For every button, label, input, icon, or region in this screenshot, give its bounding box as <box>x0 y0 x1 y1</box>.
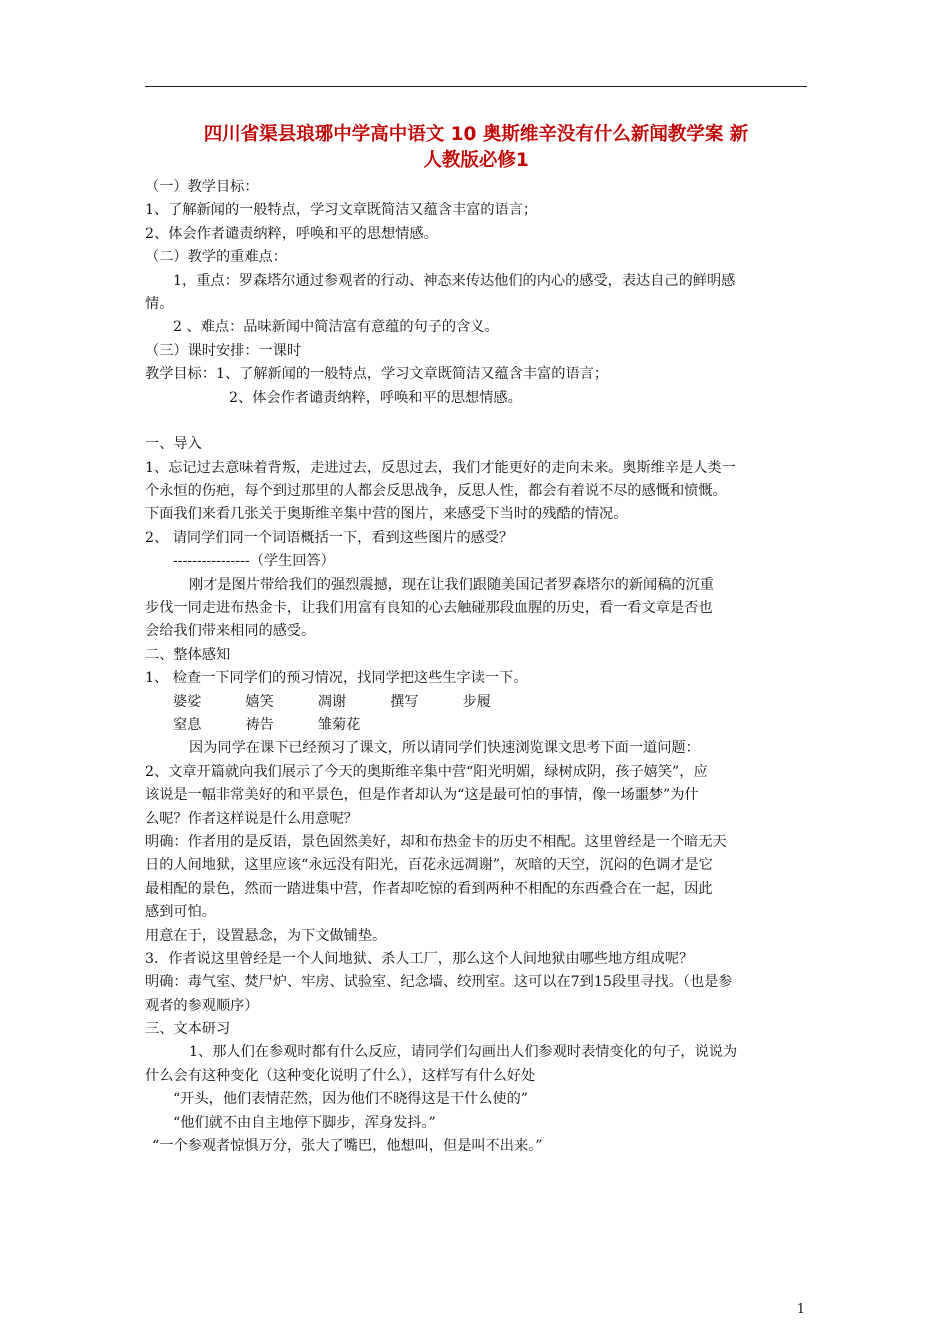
vocab-word: 祷告 <box>245 716 274 733</box>
vocab-word: 步履 <box>462 693 491 710</box>
text-line: 么呢？作者这样说是什么用意呢？ <box>145 810 358 827</box>
document-title <box>145 122 807 174</box>
text-line: 个永恒的伤疤，每个到过那里的人都会反思战争，反思人性，都会有着说不尽的感慨和愤慨。 <box>145 483 727 500</box>
text-line: 2、体会作者谴责纳粹，呼唤和平的思想情感。 <box>145 225 438 242</box>
vocab-row <box>145 714 813 737</box>
section-heading: 一、导入 <box>145 436 202 453</box>
text-line: 步伐一同走进布热金卡，让我们用富有良知的心去触碰那段血腥的历史，看一看文章是否也 <box>145 600 713 617</box>
text-line: 2 、难点：品味新闻中简洁富有意蕴的句子的含义。 <box>173 319 499 336</box>
title-line-2: 人教版必修1 <box>423 150 529 171</box>
text-line: 因为同学在课下已经预习了课文，所以请同学们快速浏览课文思考下面一道问题： <box>189 740 700 757</box>
vocab-row <box>145 691 813 714</box>
text-line: 1、了解新闻的一般特点，学习文章既简洁又蕴含丰富的语言； <box>145 202 538 219</box>
text-line: 最相配的景色，然而一踏进集中营，作者却吃惊的看到两种不相配的东西叠合在一起，因此 <box>145 880 713 897</box>
header-rule <box>145 86 807 87</box>
quote-line: “一个参观者惊惧万分，张大了嘴巴，他想叫，但是叫不出来。” <box>152 1138 543 1155</box>
section-heading: （一）教学目标： <box>145 179 259 195</box>
text-line: 明确：作者用的是反语，景色固然美好，却和布热金卡的历史不相配。这里曾经是一个暗无天 <box>145 833 727 850</box>
text-line: 用意在于，设置悬念，为下文做铺垫。 <box>145 927 387 944</box>
title-line-1: 四川省渠县琅琊中学高中语文 10 奥斯维辛没有什么新闻教学案 新 <box>203 124 749 145</box>
vocab-word: 撰写 <box>390 693 419 710</box>
text-line: 2、文章开篇就向我们展示了今天的奥斯维辛集中营“阳光明媚，绿树成阴，孩子嬉笑”，应 <box>145 763 708 780</box>
text-line: 1、 检查一下同学们的预习情况，找同学把这些生字读一下。 <box>145 670 528 687</box>
text-line: 2、 请同学们同一个词语概括一下，看到这些图片的感受？ <box>145 529 514 546</box>
text-line: 1、忘记过去意味着背叛，走进过去，反思过去，我们才能更好的走向未来。奥斯维辛是人类一 <box>145 459 736 476</box>
text-line: 观者的参观顺序） <box>145 997 259 1014</box>
text-line: 1，重点：罗森塔尔通过参观者的行动、神态来传达他们的内心的感受，表达自己的鲜明感 <box>173 272 736 289</box>
text-line: 什么会有这种变化（这种变化说明了什么），这样写有什么好处 <box>145 1067 536 1084</box>
text-line: 教学目标：1、了解新闻的一般特点，学习文章既简洁又蕴含丰富的语言； <box>145 366 609 383</box>
vocab-word: 窒息 <box>173 716 202 733</box>
quote-line: “他们就不由自主地停下脚步，浑身发抖。” <box>173 1114 436 1131</box>
text-line: 1、那人们在参观时都有什么反应，请同学们勾画出人们参观时表情变化的句子，说说为 <box>189 1044 738 1061</box>
quote-line: “开头，他们表情茫然，因为他们不晓得这是干什么使的” <box>173 1091 529 1108</box>
text-line: 3．作者说这里曾经是一个人间地狱、杀人工厂，那么这个人间地狱由哪些地方组成呢？ <box>145 950 694 967</box>
page-number: 1 <box>796 1302 805 1317</box>
blank-line <box>145 410 813 433</box>
section-heading: 二、整体感知 <box>145 646 231 663</box>
text-line: 会给我们带来相同的感受。 <box>145 623 316 640</box>
text-line: 2、体会作者谴责纳粹，呼唤和平的思想情感。 <box>229 389 522 406</box>
section-heading: （二）教学的重难点： <box>145 249 287 266</box>
text-line: 情。 <box>145 295 174 312</box>
text-line: ----------------（学生回答） <box>173 553 335 570</box>
vocab-word: 凋谢 <box>317 693 347 710</box>
text-line: 明确：毒气室、焚尸炉、牢房、试验室、纪念墙、绞刑室。这可以在7到15段里寻找。（也是参 <box>145 974 733 991</box>
text-line: 日的人间地狱，这里应该“永远没有阳光，百花永远凋谢”，灰暗的天空，沉闷的色调才是它 <box>145 857 713 874</box>
vocab-word: 婆娑 <box>173 693 202 710</box>
text-line: 该说是一幅非常美好的和平景色，但是作者却认为“这是最可怕的事情，像一场噩梦”为什 <box>145 787 699 804</box>
document-body <box>145 176 813 1158</box>
section-heading: 三、文本研习 <box>145 1021 231 1038</box>
section-heading: （三）课时安排：一课时 <box>145 342 302 359</box>
text-line: 下面我们来看几张关于奥斯维辛集中营的图片，来感受下当时的残酷的情况。 <box>145 506 628 523</box>
vocab-word: 嬉笑 <box>245 693 274 710</box>
text-line: 刚才是图片带给我们的强烈震撼，现在让我们跟随美国记者罗森塔尔的新闻稿的沉重 <box>189 576 714 593</box>
vocab-word: 雏菊花 <box>317 716 361 733</box>
text-line: 感到可怕。 <box>145 904 216 921</box>
